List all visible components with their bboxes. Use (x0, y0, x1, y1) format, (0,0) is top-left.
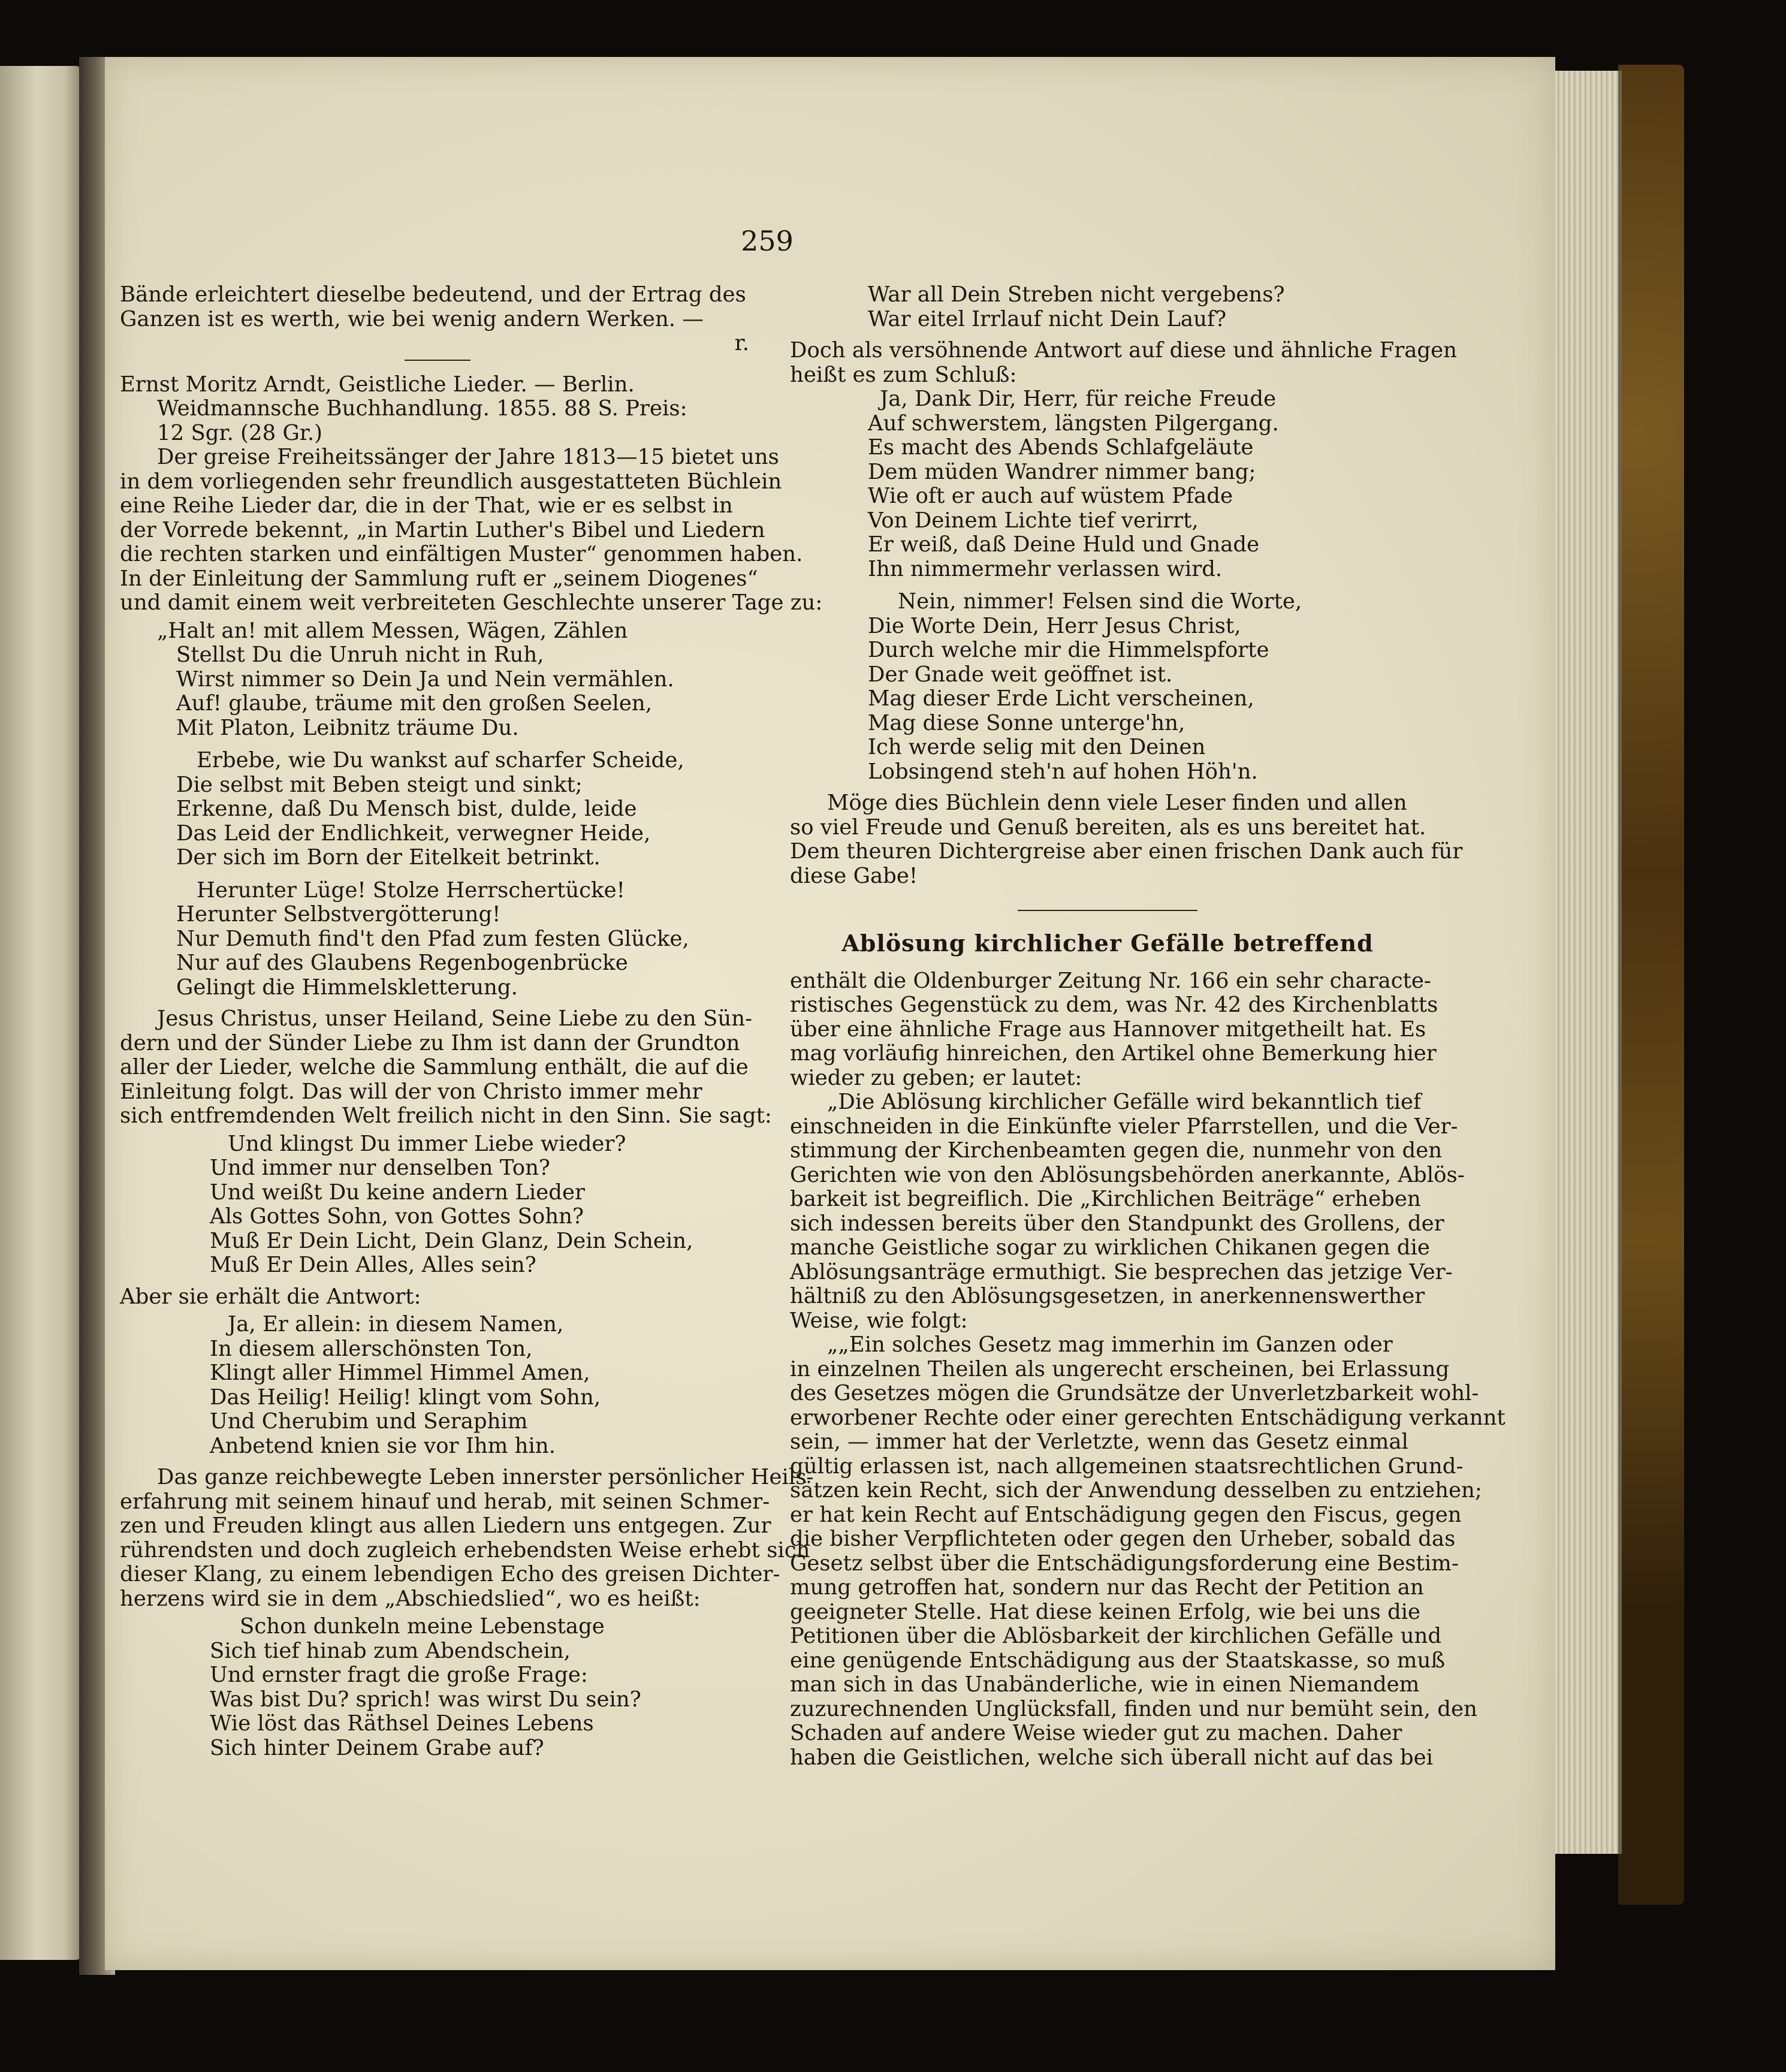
left-page-edge (0, 66, 81, 1960)
text-line: Weise, wie folgt: (790, 1308, 968, 1333)
page-number: 259 (741, 225, 794, 257)
text-line: mung getroffen hat, sondern nur das Recht der Petition an (790, 1575, 1424, 1600)
verse-line: Und Cherubim und Seraphim (210, 1409, 528, 1434)
text-line: haben die Geistlichen, welche sich überall nicht auf das bei (790, 1745, 1433, 1770)
verse-line: „Halt an! mit allem Messen, Wägen, Zählen (157, 618, 628, 643)
text-line: Schaden auf andere Weise wieder gut zu machen. Daher (790, 1721, 1402, 1745)
text-line: ristisches Gegenstück zu dem, was Nr. 42 des Kirchenblatts (790, 993, 1438, 1017)
verse-line: Muß Er Dein Licht, Dein Glanz, Dein Schein, (210, 1228, 693, 1253)
verse-line: Herunter Selbstvergötterung! (176, 902, 501, 927)
text-line: In der Einleitung der Sammlung ruft er „seinem Diogenes“ (120, 566, 758, 591)
text-line: Das ganze reichbewegte Leben innerster persönlicher Heils- (157, 1465, 814, 1489)
verse-line: Er weiß, daß Deine Huld und Gnade (868, 532, 1260, 557)
text-line: in dem vorliegenden sehr freundlich ausgestatteten Büchlein (120, 469, 782, 494)
text-line: Ganzen ist es werth, wie bei wenig andern Werken. — (120, 306, 704, 331)
verse-line: Mit Platon, Leibnitz träume Du. (176, 715, 519, 740)
verse-line: Und weißt Du keine andern Lieder (210, 1180, 585, 1205)
text-line: heißt es zum Schluß: (790, 362, 1017, 387)
text-line: aller der Lieder, welche die Sammlung enthält, die auf die (120, 1055, 749, 1079)
text-line: Gesetz selbst über die Entschädigungsforderung eine Bestim- (790, 1551, 1459, 1576)
text-line: geeigneter Stelle. Hat diese keinen Erfolg, wie bei uns die (790, 1599, 1421, 1624)
verse-line: Lobsingend steh'n auf hohen Höh'n. (868, 759, 1258, 784)
book-citation (120, 373, 755, 446)
verse-line: Das Leid der Endlichkeit, verwegner Heide, (176, 821, 651, 846)
book-cover-edge (1618, 65, 1684, 1905)
verse-line: Ihn nimmermehr verlassen wird. (868, 556, 1223, 581)
text-line: dern und der Sünder Liebe zu Ihm ist dann der Grundton (120, 1030, 740, 1055)
text-line: sich indessen bereits über den Standpunkt des Grollens, der (790, 1211, 1444, 1236)
verse-line: Mag dieser Erde Licht verscheinen, (868, 686, 1254, 711)
left-column (120, 282, 823, 1768)
poem-quote (790, 283, 1425, 331)
verse-line: Wirst nimmer so Dein Ja und Nein vermählen. (176, 666, 674, 692)
poem-quote (790, 387, 1425, 784)
verse-line: Die Worte Dein, Herr Jesus Christ, (868, 613, 1241, 638)
verse-line: Der Gnade weit geöffnet ist. (868, 662, 1173, 687)
text-line: rührendsten und doch zugleich erhebendsten Weise erhebt sich (120, 1537, 810, 1563)
text-line: sein, — immer hat der Verletzte, wenn das Gesetz einmal (790, 1429, 1408, 1454)
text-line: Doch als versöhnende Antwort auf diese und ähnliche Fragen (790, 338, 1457, 363)
verse-line: Als Gottes Sohn, von Gottes Sohn? (210, 1204, 584, 1229)
text-line: Bände erleichtert dieselbe bedeutend, und der Ertrag des (120, 282, 746, 307)
text-line: sätzen kein Recht, sich der Anwendung desselben zu entziehen; (790, 1478, 1482, 1503)
verse-line: Herunter Lüge! Stolze Herrschertücke! (197, 877, 625, 903)
verse-line: Und ernster fragt die große Frage: (210, 1663, 588, 1687)
paragraph (120, 1006, 772, 1129)
verse-line: Nur Demuth find't den Pfad zum festen Glücke, (176, 926, 689, 951)
text-line: man sich in das Unabänderliche, wie in einen Niemandem (790, 1672, 1420, 1697)
text-line: die rechten starken und einfältigen Muster“ genommen haben. (120, 542, 803, 566)
paragraph (790, 791, 1463, 888)
text-line: die bisher Verpflichteten oder gegen den Urheber, sobald das (790, 1527, 1456, 1551)
text-line: Möge dies Büchlein denn viele Leser finden und allen (827, 791, 1407, 815)
verse-line: Was bist Du? sprich! was wirst Du sein? (210, 1687, 641, 1712)
text-line: erfahrung mit seinem hinauf und herab, mit seinen Schmer- (120, 1489, 770, 1514)
verse-line: Nein, nimmer! Felsen sind die Worte, (898, 589, 1302, 614)
verse-line: Ich werde selig mit den Deinen (868, 735, 1206, 759)
paragraph (120, 445, 823, 616)
verse-line: Auf! glaube, träume mit den großen Seelen, (176, 691, 653, 716)
verse-line: Und immer nur denselben Ton? (210, 1156, 550, 1180)
verse-line: Anbetend knien sie vor Ihm hin. (210, 1433, 556, 1458)
text-line: in einzelnen Theilen als ungerecht erscheinen, bei Erlassung (790, 1356, 1450, 1382)
text-line: und damit einem weit verbreiteten Geschlechte unserer Tage zu: (120, 590, 823, 615)
text-line: sich entfremdenden Welt freilich nicht in den Sinn. Sie sagt: (120, 1103, 772, 1128)
section-heading: Ablösung kirchlicher Gefälle betreffend (841, 930, 1374, 957)
section-divider (1018, 910, 1197, 911)
verse-line: Gelingt die Himmelskletterung. (176, 975, 518, 1000)
verse-line: Durch welche mir die Himmelspforte (868, 638, 1269, 662)
verse-line: In diesem allerschönsten Ton, (210, 1336, 533, 1361)
verse-line: Sich hinter Deinem Grabe auf? (210, 1735, 544, 1760)
verse-line: Wie oft er auch auf wüstem Pfade (868, 484, 1233, 508)
verse-line: Es macht des Abends Schlafgeläute (868, 435, 1254, 460)
text-line: zuzurechnenden Unglücksfall, finden und nur bemüht sein, den (790, 1696, 1477, 1721)
text-line: der Vorrede bekennt, „in Martin Luther's Bibel und Liedern (120, 517, 765, 542)
verse-line: Von Deinem Lichte tief verirrt, (868, 508, 1199, 533)
text-line: herzens wird sie in dem „Abschiedslied“, wo es heißt: (120, 1586, 701, 1611)
poem-quote (120, 1132, 755, 1278)
text-line: barkeit ist begreiflich. Die „Kirchlichen Beiträge“ erheben (790, 1187, 1421, 1211)
verse-line: Die selbst mit Beben steigt und sinkt; (176, 772, 583, 797)
poem-quote (120, 1615, 755, 1760)
text-line: Einleitung folgt. Das will der von Christo immer mehr (120, 1079, 702, 1104)
verse-line: Und klingst Du immer Liebe wieder? (228, 1131, 626, 1156)
text-line: „„Ein solches Gesetz mag immerhin im Ganzen oder (827, 1332, 1393, 1357)
text-line: so viel Freude und Genuß bereiten, als es uns bereitet hat. (790, 815, 1426, 840)
text-line: des Gesetzes mögen die Grundsätze der Unverletzbarkeit wohl- (790, 1381, 1479, 1406)
text-line: eine Reihe Lieder dar, die in der That, wie er es selbst in (120, 493, 733, 518)
text-line: einschneiden in die Einkünfte vieler Pfarrstellen, und die Ver- (790, 1114, 1458, 1139)
text-line: gültig erlassen ist, nach allgemeinen staatsrechtlichen Grund- (790, 1453, 1464, 1479)
verse-line: Schon dunkeln meine Lebenstage (240, 1614, 605, 1639)
verse-line: Wie löst das Räthsel Deines Lebens (210, 1711, 594, 1736)
intro-paragraph (120, 283, 755, 331)
text-line: wieder zu geben; er lautet: (790, 1065, 1082, 1090)
paragraph (120, 1285, 755, 1310)
section-divider (405, 360, 470, 361)
text-line: eine genügende Entschädigung aus der Staatskasse, so muß (790, 1648, 1446, 1673)
text-line: Ernst Moritz Arndt, Geistliche Lieder. — Berlin. (120, 372, 635, 397)
verse-line: Das Heilig! Heilig! klingt vom Sohn, (210, 1385, 601, 1410)
verse-line: Muß Er Dein Alles, Alles sein? (210, 1253, 536, 1277)
text-line: er hat kein Recht auf Entschädigung gegen den Fiscus, gegen (790, 1502, 1462, 1527)
paragraph (790, 1090, 1465, 1333)
text-line: dieser Klang, zu einem lebendigen Echo des greisen Dichter- (120, 1562, 780, 1587)
verse-line: War all Dein Streben nicht vergebens? (868, 282, 1285, 307)
poem-quote (120, 619, 755, 1000)
page-stack-edges (1549, 71, 1622, 1854)
verse-line: Ja, Dank Dir, Herr, für reiche Freude (880, 387, 1277, 411)
text-line: Weidmannsche Buchhandlung. 1855. 88 S. Preis: (157, 396, 687, 421)
verse-line: Ja, Er allein: in diesem Namen, (228, 1312, 564, 1337)
verse-line: Mag diese Sonne unterge'hn, (868, 710, 1185, 735)
paragraph (790, 1332, 1506, 1770)
verse-line: Sich tief hinab zum Abendschein, (210, 1638, 571, 1663)
reviewer-signature: r. (734, 331, 749, 355)
verse-line: Stellst Du die Unruh nicht in Ruh, (176, 643, 544, 667)
text-line: diese Gabe! (790, 863, 918, 888)
text-line: enthält die Oldenburger Zeitung Nr. 166 ein sehr characte- (790, 968, 1431, 993)
poem-quote (120, 1313, 755, 1458)
text-line: Petitionen über die Ablösbarkeit der kirchlichen Gefälle und (790, 1624, 1442, 1648)
text-line: stimmung der Kirchenbeamten gegen die, nunmehr von den (790, 1138, 1443, 1163)
text-line: zen und Freuden klingt aus allen Liedern uns entgegen. Zur (120, 1513, 771, 1538)
verse-line: War eitel Irrlauf nicht Dein Lauf? (868, 306, 1227, 331)
paragraph (790, 338, 1457, 387)
text-line: Aber sie erhält die Antwort: (120, 1284, 421, 1309)
text-line: hältniß zu den Ablösungsgesetzen, in anerkennenswerther (790, 1284, 1425, 1308)
verse-line: Auf schwerstem, längsten Pilgergang. (868, 411, 1279, 436)
verse-line: Dem müden Wandrer nimmer bang; (868, 459, 1256, 484)
verse-line: Nur auf des Glaubens Regenbogenbrücke (176, 951, 628, 975)
text-line: über eine ähnliche Frage aus Hannover mitgetheilt hat. Es (790, 1017, 1426, 1042)
text-line: mag vorläufig hinreichen, den Artikel ohne Bemerkung hier (790, 1041, 1437, 1066)
verse-line: Erkenne, daß Du Mensch bist, dulde, leide (176, 797, 637, 821)
verse-line: Klingt aller Himmel Himmel Amen, (210, 1361, 590, 1385)
text-line: Der greise Freiheitssänger der Jahre 1813—15 bietet uns (157, 445, 779, 469)
text-line: Jesus Christus, unser Heiland, Seine Liebe zu den Sün- (157, 1006, 753, 1031)
paragraph (120, 1465, 814, 1611)
verse-line: Erbebe, wie Du wankst auf scharfer Scheide, (197, 748, 684, 773)
text-line: Gerichten wie von den Ablösungsbehörden anerkannte, Ablös- (790, 1162, 1465, 1187)
paragraph (790, 968, 1438, 1091)
text-line: „Die Ablösung kirchlicher Gefälle wird bekanntlich tief (827, 1090, 1422, 1114)
text-line: Ablösungsanträge ermuthigt. Sie besprechen das jetzige Ver- (790, 1259, 1453, 1284)
text-line: manche Geistliche sogar zu wirklichen Chikanen gegen die (790, 1235, 1430, 1260)
text-line: erworbener Rechte oder einer gerechten Entschädigung verkannt (790, 1405, 1506, 1430)
text-line: Dem theuren Dichtergreise aber einen frischen Dank auch für (790, 839, 1463, 864)
text-line: 12 Sgr. (28 Gr.) (157, 420, 323, 445)
right-column (790, 282, 1506, 1770)
verse-line: Der sich im Born der Eitelkeit betrinkt. (176, 845, 601, 870)
